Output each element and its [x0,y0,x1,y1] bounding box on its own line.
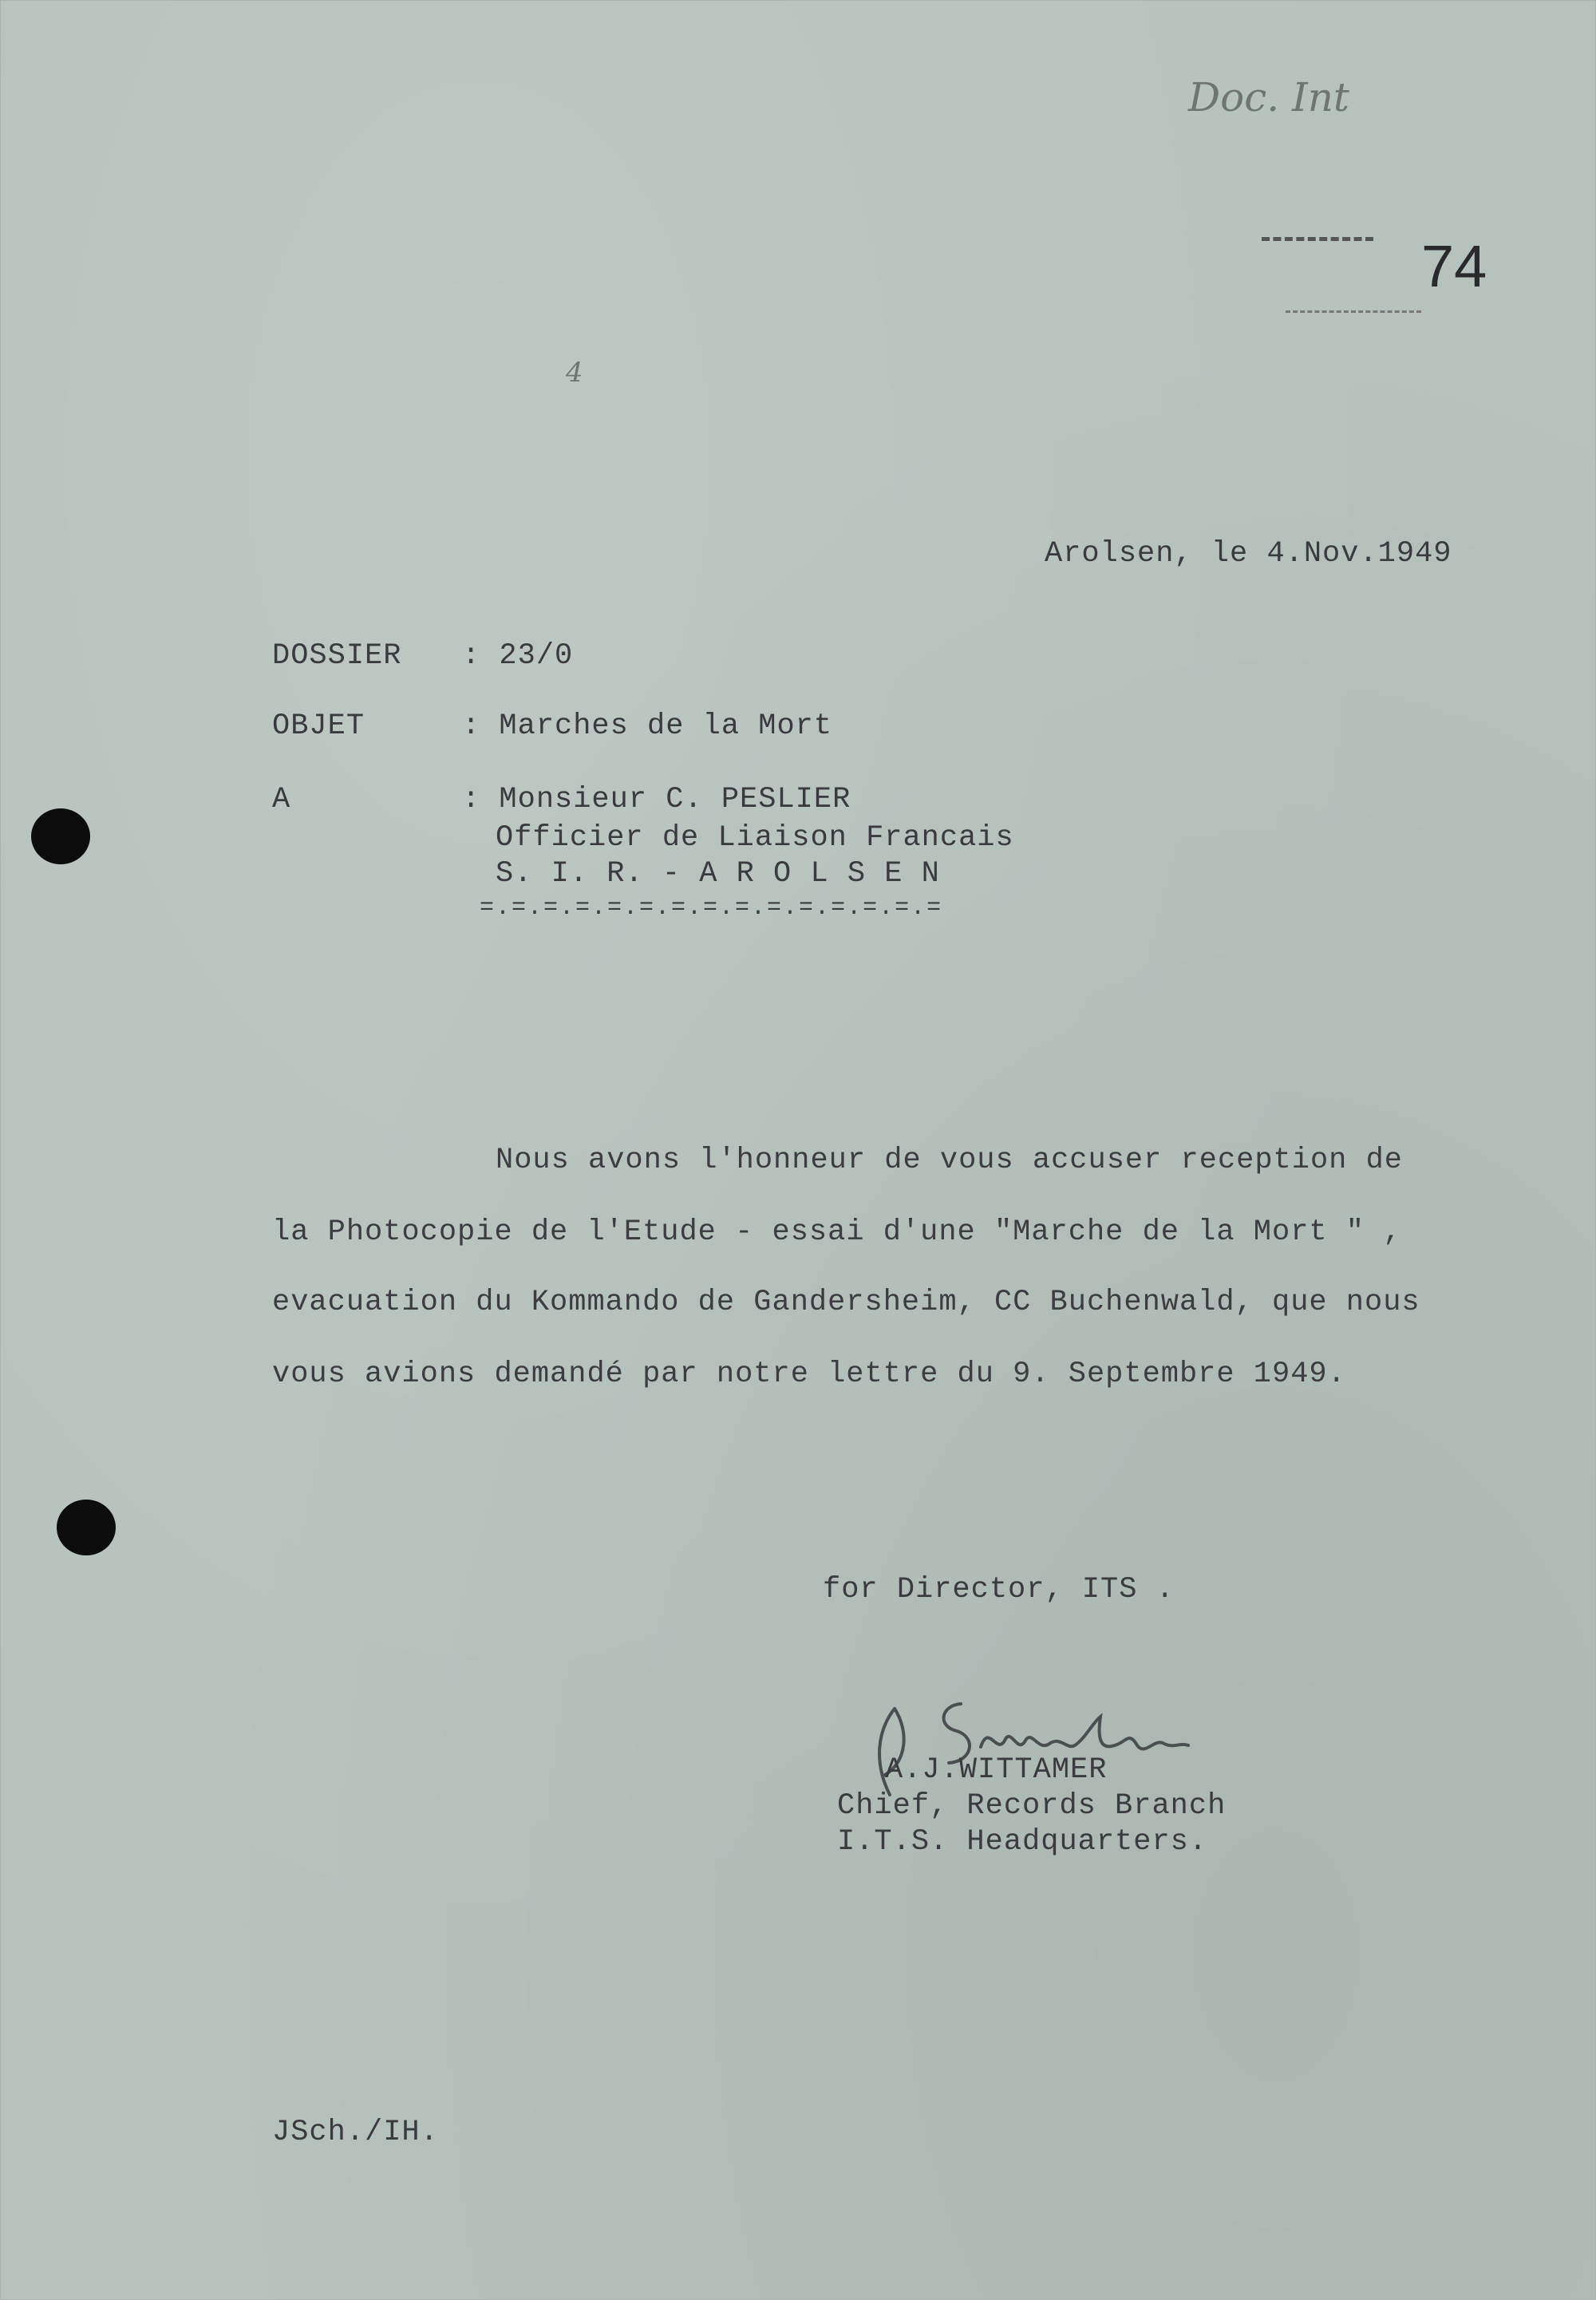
address-line-1: Officier de Liaison Francais [496,821,1014,855]
place-date: Arolsen, le 4.Nov.1949 [1045,537,1452,571]
closing-line: for Director, ITS . [823,1573,1175,1606]
field-value-dossier: : 23/0 [462,639,574,673]
punch-hole-top [31,808,90,864]
handwritten-corner-note: Doc. Int [1188,74,1350,121]
reference-initials: JSch./IH. [272,2116,439,2149]
stamp-dashes [1262,237,1373,241]
field-label-dossier: DOSSIER [272,639,402,673]
field-label-recipient: A [272,783,291,816]
small-mark: 4 [566,357,583,389]
address-line-2: S. I. R. - A R O L S E N [496,857,940,891]
punch-hole-bottom [57,1500,116,1555]
signatory-name: A.J.WITTAMER [885,1753,1108,1787]
field-value-objet: : Marches de la Mort [462,709,833,743]
body-line-2: la Photocopie de l'Etude - essai d'une "Marche de la Mort " , [272,1215,1402,1249]
field-value-recipient: : Monsieur C. PESLIER [462,783,851,816]
stamp-underline [1286,310,1421,313]
field-label-objet: OBJET [272,709,365,743]
document-number: 74 [1421,233,1487,299]
signatory-title: Chief, Records Branch [837,1789,1227,1823]
signatory-org: I.T.S. Headquarters. [837,1825,1208,1859]
address-underline: =.=.=.=.=.=.=.=.=.=.=.=.=.=.= [480,895,943,922]
body-line-4: vous avions demandé par notre lettre du 9. Septembre 1949. [272,1357,1346,1391]
body-line-1: Nous avons l'honneur de vous accuser reception de [496,1144,1403,1177]
body-line-3: evacuation du Kommando de Gandersheim, CC Buchenwald, que nous [272,1286,1420,1319]
